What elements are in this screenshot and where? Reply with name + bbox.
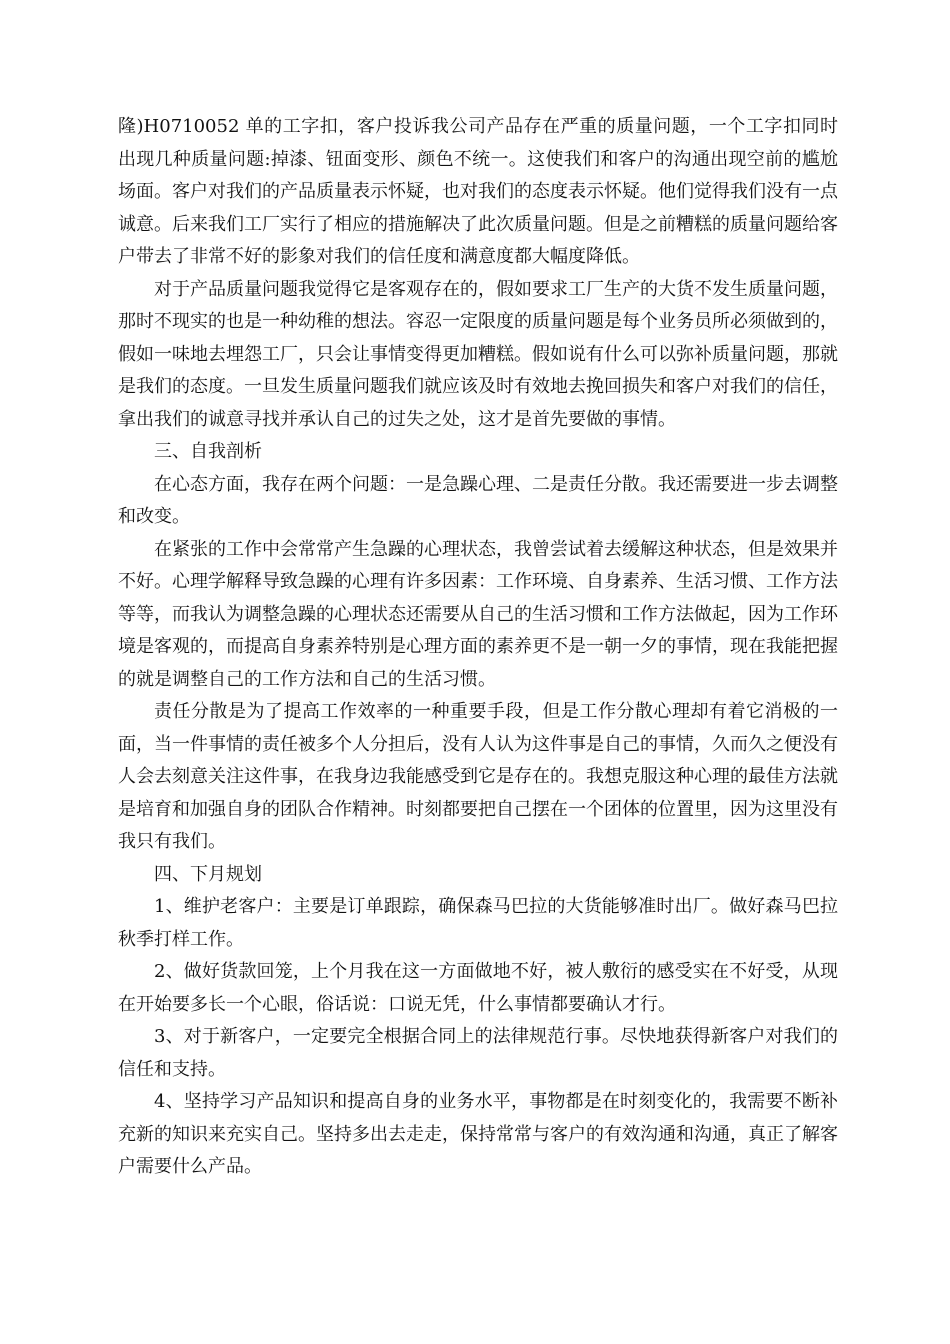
paragraph-quality-attitude: 对于产品质量问题我觉得它是客观存在的，假如要求工厂生产的大货不发生质量问题，那时不现实的也是一种幼稚的想法。容忍一定限度的质量问题是每个业务员所必须做到的，假如一味地去埋怨工厂，只会让事情变得更加糟糕。假如说有什么可以弥补质量问题，那就是我们的态度。一旦发生质量问题我们就应该及时有效地去挽回损失和客户对我们的信任，拿出我们的诚意寻找并承认自己的过失之处，这才是首先要做的事情。	[118, 278, 838, 430]
plan-item-4: 4、坚持学习产品知识和提高自身的业务水平，事物都是在时刻变化的，我需要不断补充新的知识来充实自己。坚持多出去走走，保持常常与客户的有效沟通和沟通，真正了解客户需要什么产品。	[118, 1091, 838, 1177]
paragraph-responsibility-diffusion: 责任分散是为了提高工作效率的一种重要手段，但是工作分散心理却有着它消极的一面，当一件事情的责任被多个人分担后，没有人认为这件事是自己的事情，久而久之便没有人会去刻意关注这件事，在我身边我能感受到它是存在的。我想克服这种心理的最佳方法就是培育和加强自身的团队合作精神。时刻都要把自己摆在一个团体的位置里，因为这里没有我只有我们。	[118, 701, 838, 852]
plan-item-3: 3、对于新客户，一定要完全根据合同上的法律规范行事。尽快地获得新客户对我们的信任和支持。	[118, 1026, 838, 1080]
section-heading-next-month-plan: 四、下月规划	[154, 863, 262, 885]
paragraph-impatience: 在紧张的工作中会常常产生急躁的心理状态，我曾尝试着去缓解这种状态，但是效果并不好。心理学解释导致急躁的心理有许多因素：工作环境、自身素养、生活习惯、工作方法等等，而我认为调整急躁的心理状态还需要从自己的生活习惯和工作方法做起，因为工作环境是客观的，而提高自身素养特别是心理方面的素养更不是一朝一夕的事情，现在我能把握的就是调整自己的工作方法和自己的生活习惯。	[118, 538, 838, 690]
plan-item-1: 1、维护老客户：主要是订单跟踪，确保森马巴拉的大货能够准时出厂。做好森马巴拉秋季打样工作。	[118, 896, 838, 950]
section-heading-self-analysis: 三、自我剖析	[154, 441, 262, 462]
plan-item-2: 2、做好货款回笼，上个月我在这一方面做地不好，被人敷衍的感受实在不好受，从现在开始要多长一个心眼，俗话说：口说无凭，什么事情都要确认才行。	[118, 961, 838, 1015]
paragraph-mindset-problems: 在心态方面，我存在两个问题：一是急躁心理、二是责任分散。我还需要进一步去调整和改变。	[118, 473, 838, 527]
document-body	[118, 111, 838, 1184]
paragraph-quality-complaint: 隆)H0710052 单的工字扣，客户投诉我公司产品存在严重的质量问题，一个工字扣同时出现几种质量问题:掉漆、钮面变形、颜色不统一。这使我们和客户的沟通出现空前的尴尬场面。客户对我们的产品质量表示怀疑，也对我们的态度表示怀疑。他们觉得我们没有一点诚意。后来我们工厂实行了相应的措施解决了此次质量问题。但是之前糟糕的质量问题给客户带去了非常不好的影象对我们的信任度和满意度都大幅度降低。	[118, 116, 838, 267]
